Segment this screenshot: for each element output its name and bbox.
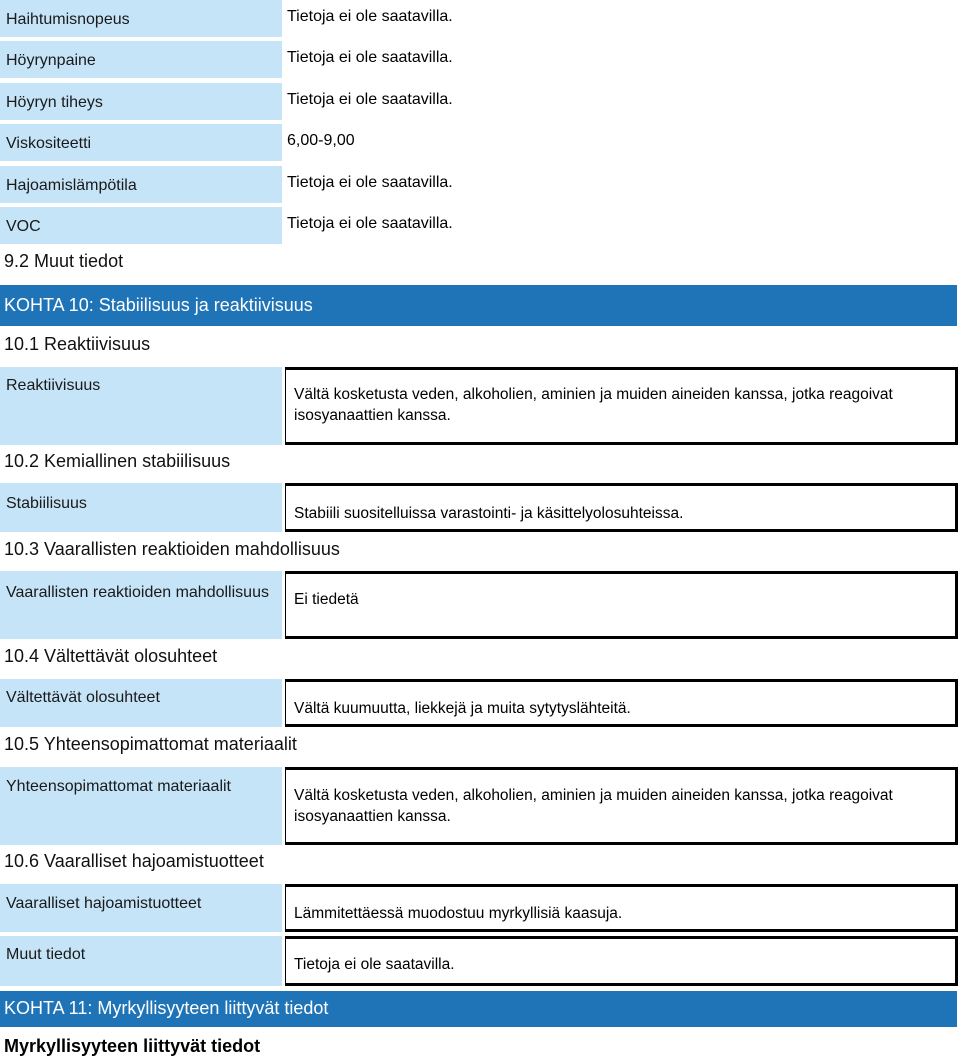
subsection-10-4-heading: 10.4 Vältettävät olosuhteet [4, 646, 218, 666]
value-conditions-to-avoid: Vältä kuumuutta, liekkejä ja muita sytytyslähteitä. [285, 679, 958, 727]
value-hazardous-reactions: Ei tiedetä [285, 571, 958, 639]
prop-label-vapor-density: Höyryn tiheys [0, 83, 282, 120]
value-incompatible-materials: Vältä kosketusta veden, alkoholien, aminien ja muiden aineiden kanssa, jotka reagoivat isosyanaattien kanssa. [285, 767, 958, 845]
prop-value-voc: Tietoja ei ole saatavilla. [287, 215, 453, 232]
prop-label-evaporation-rate: Haihtumisnopeus [0, 0, 282, 37]
value-other-info: Tietoja ei ole saatavilla. [285, 936, 958, 986]
section-11-title-bar: KOHTA 11: Myrkyllisyyteen liittyvät tiedot [0, 991, 957, 1027]
prop-value-vapor-pressure: Tietoja ei ole saatavilla. [287, 49, 453, 66]
prop-label-vapor-pressure: Höyrynpaine [0, 41, 282, 78]
subsection-10-5-heading: 10.5 Yhteensopimattomat materiaalit [4, 734, 297, 754]
label-stability: Stabiilisuus [0, 483, 282, 532]
label-incompatible-materials: Yhteensopimattomat materiaalit [0, 767, 282, 845]
subsection-10-2-heading: 10.2 Kemiallinen stabiilisuus [4, 451, 231, 471]
label-hazardous-reactions: Vaarallisten reaktioiden mahdollisuus [0, 571, 282, 639]
prop-label-voc: VOC [0, 207, 282, 244]
subsection-9-2-heading: 9.2 Muut tiedot [4, 251, 124, 271]
section-10-title-bar: KOHTA 10: Stabiilisuus ja reaktiivisuus [0, 285, 957, 326]
label-other-info: Muut tiedot [0, 936, 282, 986]
prop-label-decomposition-temp: Hajoamislämpötila [0, 166, 282, 203]
prop-value-decomposition-temp: Tietoja ei ole saatavilla. [287, 174, 453, 191]
value-reactivity: Vältä kosketusta veden, alkoholien, aminien ja muiden aineiden kanssa, jotka reagoivat isosyanaattien kanssa. [285, 367, 958, 445]
prop-value-evaporation-rate: Tietoja ei ole saatavilla. [287, 8, 453, 25]
label-decomposition-products: Vaaralliset hajoamistuotteet [0, 884, 282, 932]
label-conditions-to-avoid: Vältettävät olosuhteet [0, 679, 282, 727]
subsection-10-1-heading: 10.1 Reaktiivisuus [4, 334, 151, 354]
value-stability: Stabiili suositelluissa varastointi- ja käsittelyolosuhteissa. [285, 483, 958, 532]
prop-label-viscosity: Viskositeetti [0, 124, 282, 161]
value-decomposition-products: Lämmitettäessä muodostuu myrkyllisiä kaasuja. [285, 884, 958, 932]
section-11-heading: Myrkyllisyyteen liittyvät tiedot [4, 1036, 261, 1056]
label-reactivity: Reaktiivisuus [0, 367, 282, 445]
subsection-10-3-heading: 10.3 Vaarallisten reaktioiden mahdollisuus [4, 539, 340, 559]
prop-value-vapor-density: Tietoja ei ole saatavilla. [287, 91, 453, 108]
prop-value-viscosity: 6,00-9,00 [287, 132, 355, 149]
subsection-10-6-heading: 10.6 Vaaralliset hajoamistuotteet [4, 851, 264, 871]
